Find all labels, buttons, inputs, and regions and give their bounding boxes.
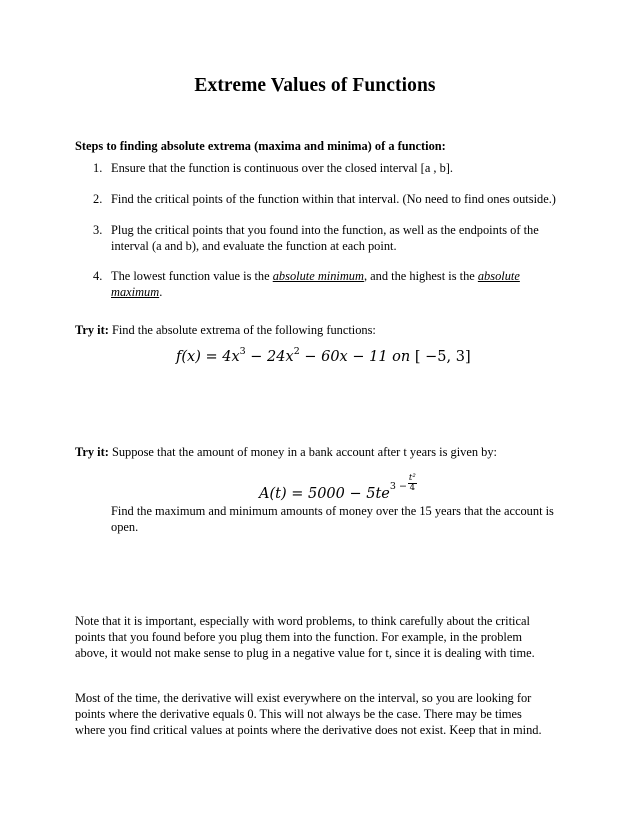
step-4-mid: , and the highest is the [363, 269, 478, 283]
step-3-number: 3. [93, 223, 103, 237]
note-2-line2: points where the derivative equals 0. This will not always be the case. There may be times [75, 707, 522, 721]
formula-1-t2: − 24x [245, 349, 294, 365]
formula-2-exp-base: 3 − [389, 481, 407, 492]
maximum-term: maximum [111, 285, 160, 299]
note-1-line1: Note that it is important, especially with word problems, to think carefully about the critical [75, 614, 530, 628]
note-1-line3: above, it would not make sense to plug in a negative value for t, since it is dealing with time. [75, 646, 535, 660]
formula-1-exp2: 2 [293, 346, 300, 357]
step-4-pre: The lowest function value is the [111, 269, 273, 283]
formula-2-fraction [408, 474, 417, 493]
formula-1-t3: − 60x − 11 [299, 349, 393, 365]
formula-1-on: on [392, 349, 411, 365]
formula-2 [259, 474, 417, 502]
absolute-minimum-term: absolute minimum [272, 269, 364, 283]
note-2-line3: where you find critical values at points where the derivative does not exist. Keep that in mind. [75, 723, 542, 737]
try-it-2-label: Try it: [75, 445, 109, 459]
formula-1-interval: [ −5, 3] [410, 349, 471, 365]
note-2-line1: Most of the time, the derivative will exist everywhere on the interval, so you are looking for [75, 691, 532, 705]
formula-2-frac-num: t² [408, 473, 416, 483]
step-1-text: Ensure that the function is continuous over the closed interval [a , b]. [111, 161, 454, 175]
try-it-1-text: Find the absolute extrema of the following functions: [108, 323, 376, 337]
try-it-2-text: Suppose that the amount of money in a bank account after t years is given by: [108, 445, 497, 459]
page-title: Extreme Values of Functions [194, 75, 436, 96]
note-1-line2: points that you found before you plug them into the function. For example, in the problem [75, 630, 523, 644]
step-3-text-line2: interval (a and b), and evaluate the function at each point. [111, 239, 397, 253]
step-4-text-line1 [111, 268, 520, 284]
try-it-2 [75, 444, 497, 460]
try-it-1 [75, 322, 376, 338]
try-it-1-label: Try it: [75, 323, 109, 337]
absolute-term: absolute [477, 269, 520, 283]
formula-2-lhs: A(t) = 5000 − 5te [259, 486, 390, 502]
try-it-2-followup-line1: Find the maximum and minimum amounts of money over the 15 years that the account is [111, 504, 554, 518]
step-2-text: Find the critical points of the function within that interval. (No need to find ones outside.) [111, 192, 556, 206]
step-2-number: 2. [93, 192, 103, 206]
step-3-text-line1: Plug the critical points that you found into the function, as well as the endpoints of the [111, 223, 539, 237]
step-1-number: 1. [93, 161, 103, 175]
formula-2-frac-den: 4 [409, 483, 416, 493]
step-4-post: . [159, 285, 163, 299]
try-it-2-followup-line2: open. [111, 520, 139, 534]
steps-heading: Steps to finding absolute extrema (maxima and minima) of a function: [75, 139, 446, 153]
step-4-number: 4. [93, 269, 103, 283]
formula-1-lhs: f(x) = 4x [176, 349, 240, 365]
formula-1-exp1: 3 [239, 346, 246, 357]
step-4-text-line2 [111, 284, 162, 300]
formula-1 [176, 346, 471, 365]
